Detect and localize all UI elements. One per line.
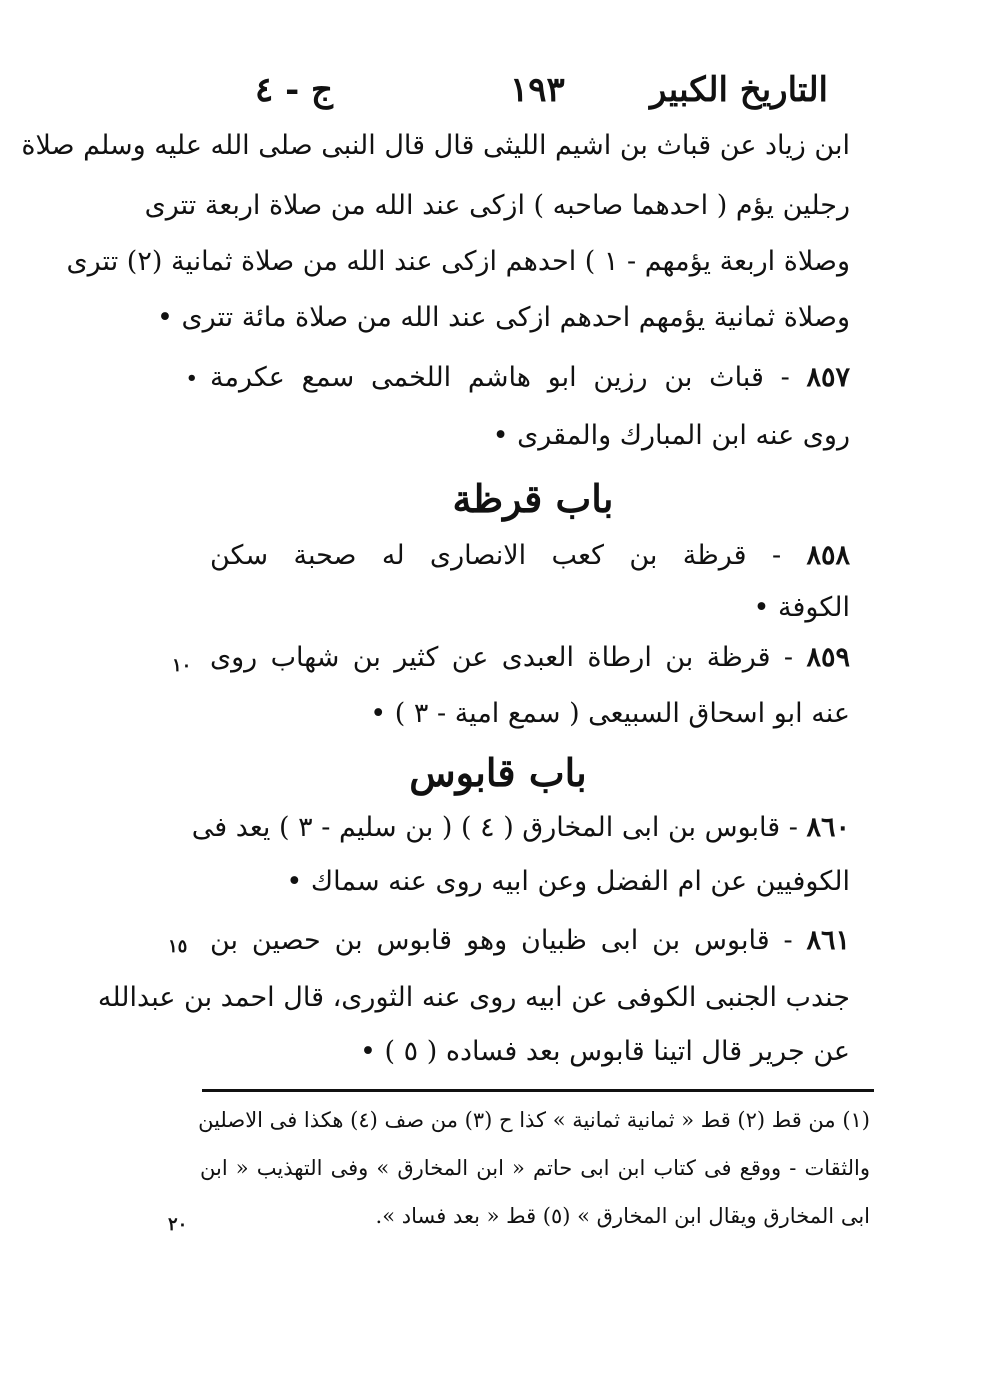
entry-number: ٨٥٩ xyxy=(806,642,850,673)
page-number: ١٩٣ xyxy=(510,70,565,110)
entry-number: ٨٦٠ xyxy=(806,812,850,843)
footnote-line-1: (١) من قط (٢) قط « ثمانية ثمانية » كذا ح (٣) من صف (٤) هكذا فى الاصلين xyxy=(198,1108,870,1132)
book-title: التاريخ الكبير xyxy=(650,70,828,110)
body-line-4: وصلاة ثمانية يؤمهم احدهم ازكى عند الله من صلاة مائة تترى • xyxy=(157,302,850,333)
entry-858-line-2: الكوفة • xyxy=(753,592,850,623)
body-line-2: رجلين يؤم ( احدهما صاحبه ) ازكى عند الله من صلاة اربعة تترى xyxy=(144,190,850,221)
line-count-marker: ٢٠ xyxy=(168,1214,188,1235)
footnote-line-3: ابى المخارق ويقال ابن المخارق » (٥) قط « بعد فساد ». xyxy=(375,1204,870,1228)
body-line-3: وصلاة اربعة يؤمهم - ١ ) احدهم ازكى عند الله من صلاة ثمانية (٢) تترى xyxy=(66,246,850,277)
footnote-line-2: والثقات - ووقع فى كتاب ابن ابى حاتم « ابن المخارق » وفى التهذيب « ابن xyxy=(200,1156,870,1180)
entry-text: - قرظة بن ارطاة العبدى عن كثير بن شهاب روى xyxy=(210,642,794,673)
entry-number: ٨٥٨ xyxy=(806,540,850,571)
line-count-marker: ١٥ xyxy=(168,936,188,957)
entry-859-line-1 xyxy=(210,642,850,673)
entry-text: - قابوس بن ابى المخارق ( ٤ ) ( بن سليم - ٣ ) يعد فى xyxy=(191,812,798,843)
body-line-1: ابن زياد عن قباث بن اشيم الليثى قال قال النبى صلى الله عليه وسلم صلاة xyxy=(21,130,850,161)
margin-mark: • xyxy=(186,368,198,389)
entry-number: ٨٦١ xyxy=(806,925,850,956)
entry-text: - قابوس بن ابى ظبيان وهو قابوس بن حصين بن xyxy=(210,925,793,956)
volume-label: ج - ٤ xyxy=(255,70,333,110)
entry-text: - قرظة بن كعب الانصارى له صحبة سكن xyxy=(210,540,782,571)
entry-text: - قباث بن رزين ابو هاشم اللخمى سمع عكرمة xyxy=(210,362,790,393)
entry-861-line-2: جندب الجنبى الكوفى عن ابيه روى عنه الثورى، قال احمد بن عبدالله xyxy=(97,982,850,1013)
entry-861-line-1 xyxy=(210,925,850,956)
entry-860-line-1 xyxy=(191,812,850,843)
section-heading-qabus: باب قابوس xyxy=(409,750,587,795)
entry-861-line-3: عن جرير قال اتينا قابوس بعد فساده ( ٥ ) • xyxy=(360,1036,850,1067)
entry-860-line-2: الكوفيين عن ام الفضل وعن ابيه روى عنه سماك • xyxy=(286,866,850,897)
footnote-divider xyxy=(202,1089,874,1092)
entry-859-line-2: عنه ابو اسحاق السبيعى ( سمع امية - ٣ ) • xyxy=(370,698,850,729)
entry-858-line-1 xyxy=(210,540,850,571)
entry-857-line-2: روى عنه ابن المبارك والمقرى • xyxy=(492,420,850,451)
entry-number: ٨٥٧ xyxy=(806,362,850,393)
entry-857-line-1 xyxy=(210,362,850,393)
line-count-marker: ١٠ xyxy=(172,655,192,676)
section-heading-qurza: باب قرظة xyxy=(452,476,614,521)
running-header xyxy=(0,70,946,120)
